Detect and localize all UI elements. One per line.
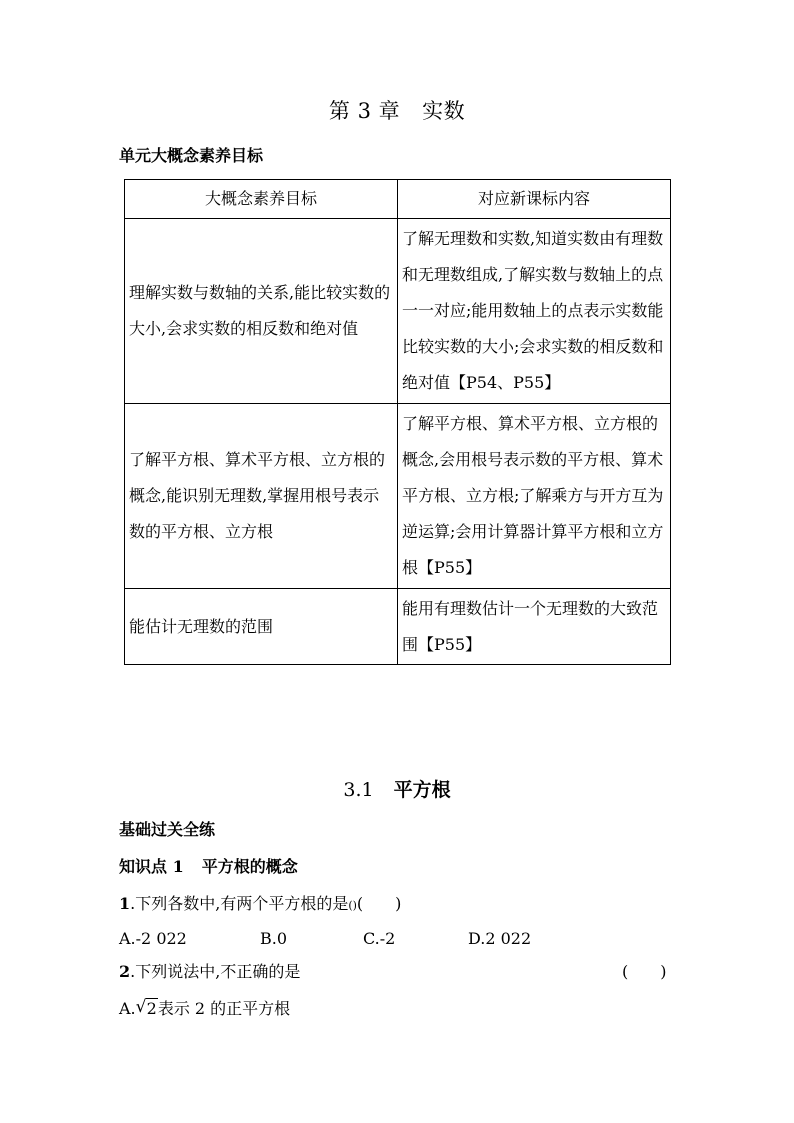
table-row — [125, 404, 671, 589]
table-header-content: 对应新课标内容 — [398, 180, 671, 219]
section-number: 3.1 — [343, 779, 374, 801]
knowledge-point-label: 知识点 1 — [119, 857, 184, 876]
section-name: 平方根 — [393, 779, 451, 801]
answer-paren: ( ) — [622, 962, 667, 981]
sqrt-symbol — [136, 998, 158, 1020]
chapter-title — [0, 97, 794, 125]
table-row — [125, 219, 671, 404]
table-row — [125, 589, 671, 665]
option-d: D.2 022 — [468, 929, 532, 948]
radicand: 2 — [146, 999, 157, 1018]
table-header-row — [125, 180, 671, 219]
question-text: .下列各数中,有两个平方根的是 — [130, 894, 349, 913]
chapter-label: 第 3 章 — [328, 99, 401, 123]
section-title — [0, 777, 794, 803]
question-2-option-a — [119, 998, 290, 1020]
knowledge-point-heading — [119, 856, 298, 878]
table-cell-goal: 能估计无理数的范围 — [125, 589, 398, 665]
answer-paren: ( ) — [356, 894, 402, 913]
question-number: 2 — [119, 962, 131, 981]
radical-sign-icon: √ — [135, 997, 147, 1017]
table-cell-content: 了解无理数和实数,知道实数由有理数和无理数组成,了解实数与数轴上的点一一对应;能用数轴上的点表示实数能比较实数的大小;会求实数的相反数和绝对值【P54、P55】 — [398, 219, 671, 404]
table-cell-content: 能用有理数估计一个无理数的大致范围【P55】 — [398, 589, 671, 665]
question-small-paren: () — [348, 899, 357, 912]
option-c: C.-2 — [363, 929, 396, 948]
table-cell-goal: 理解实数与数轴的关系,能比较实数的大小,会求实数的相反数和绝对值 — [125, 219, 398, 404]
table-cell-goal: 了解平方根、算术平方根、立方根的概念,能识别无理数,掌握用根号表示数的平方根、立方根 — [125, 404, 398, 589]
option-a: A.-2 022 — [119, 929, 187, 948]
table-header-goal: 大概念素养目标 — [125, 180, 398, 219]
option-b: B.0 — [260, 929, 288, 948]
question-text: .下列说法中,不正确的是 — [130, 962, 301, 981]
question-number: 1 — [119, 894, 131, 913]
question-1 — [119, 893, 401, 917]
chapter-name: 实数 — [422, 99, 466, 123]
practice-heading: 基础过关全练 — [119, 820, 216, 839]
unit-heading: 单元大概念素养目标 — [119, 146, 264, 165]
goals-table — [124, 179, 671, 665]
table-cell-content: 了解平方根、算术平方根、立方根的概念,会用根号表示数的平方根、算术平方根、立方根;了解乘方与开方互为逆运算;会用计算器计算平方根和立方根【P55】 — [398, 404, 671, 589]
option-a-suffix: 表示 2 的正平方根 — [157, 999, 291, 1018]
option-a-prefix: A. — [119, 999, 136, 1018]
knowledge-point-name: 平方根的概念 — [201, 857, 298, 876]
question-2 — [119, 961, 300, 983]
